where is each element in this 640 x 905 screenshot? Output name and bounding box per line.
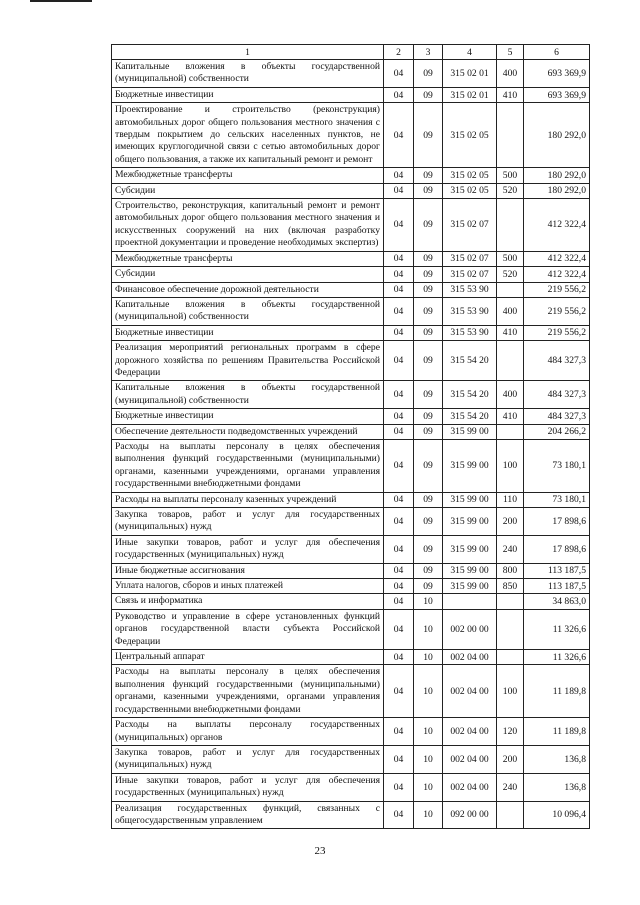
row-expense-type-cell: 520 xyxy=(497,267,524,282)
row-section-cell: 04 xyxy=(384,409,414,424)
row-expense-type-cell: 100 xyxy=(497,439,524,492)
row-amount-cell: 17 898,6 xyxy=(524,508,590,536)
row-name-cell: Финансовое обеспечение дорожной деятельности xyxy=(112,282,384,297)
table-row xyxy=(112,341,590,381)
row-section-cell: 04 xyxy=(384,718,414,746)
col-header-1: 1 xyxy=(112,45,384,60)
row-name-cell: Субсидии xyxy=(112,183,384,198)
row-section-cell: 04 xyxy=(384,439,414,492)
row-name-cell: Руководство и управление в сфере установленных функций органов государственной власти субъекта Российской Федерации xyxy=(112,609,384,649)
table-row xyxy=(112,579,590,594)
row-subsection-cell: 10 xyxy=(414,594,443,609)
table-row xyxy=(112,773,590,801)
table-row xyxy=(112,267,590,282)
row-subsection-cell: 09 xyxy=(414,297,443,325)
row-name-cell: Капитальные вложения в объекты государственной (муниципальной) собственности xyxy=(112,297,384,325)
row-target-article-cell: 315 99 00 xyxy=(443,535,497,563)
page-number: 23 xyxy=(314,845,326,857)
row-section-cell: 04 xyxy=(384,508,414,536)
row-target-article-cell: 315 53 90 xyxy=(443,297,497,325)
row-name-cell: Связь и информатика xyxy=(112,594,384,609)
row-amount-cell: 11 326,6 xyxy=(524,650,590,665)
row-target-article-cell: 002 04 00 xyxy=(443,745,497,773)
row-target-article-cell: 315 02 07 xyxy=(443,267,497,282)
row-expense-type-cell xyxy=(497,609,524,649)
row-amount-cell: 11 189,8 xyxy=(524,718,590,746)
row-section-cell: 04 xyxy=(384,251,414,266)
row-section-cell: 04 xyxy=(384,492,414,507)
row-subsection-cell: 09 xyxy=(414,439,443,492)
row-name-cell: Иные закупки товаров, работ и услуг для обеспечения государственных (муниципальных) нужд xyxy=(112,773,384,801)
col-header-4: 4 xyxy=(443,45,497,60)
col-header-2: 2 xyxy=(384,45,414,60)
row-amount-cell: 73 180,1 xyxy=(524,439,590,492)
row-subsection-cell: 09 xyxy=(414,267,443,282)
row-name-cell: Строительство, реконструкция, капитальный ремонт и ремонт автомобильных дорог общего пользования местного значения и искусственных сооружений на них (включая разработку проектной документации и проведение необходимых экспертиз) xyxy=(112,199,384,252)
table-row xyxy=(112,535,590,563)
row-subsection-cell: 09 xyxy=(414,60,443,88)
row-name-cell: Бюджетные инвестиции xyxy=(112,87,384,102)
row-expense-type-cell: 240 xyxy=(497,535,524,563)
row-name-cell: Капитальные вложения в объекты государственной (муниципальной) собственности xyxy=(112,60,384,88)
row-target-article-cell: 315 99 00 xyxy=(443,424,497,439)
row-subsection-cell: 09 xyxy=(414,492,443,507)
row-subsection-cell: 10 xyxy=(414,773,443,801)
row-section-cell: 04 xyxy=(384,199,414,252)
row-expense-type-cell: 100 xyxy=(497,665,524,718)
row-section-cell: 04 xyxy=(384,650,414,665)
col-header-6: 6 xyxy=(524,45,590,60)
table-row xyxy=(112,251,590,266)
row-subsection-cell: 09 xyxy=(414,103,443,168)
row-name-cell: Субсидии xyxy=(112,267,384,282)
row-name-cell: Иные закупки товаров, работ и услуг для обеспечения государственных (муниципальных) нужд xyxy=(112,535,384,563)
row-section-cell: 04 xyxy=(384,267,414,282)
table-row xyxy=(112,103,590,168)
row-name-cell: Межбюджетные трансферты xyxy=(112,251,384,266)
row-target-article-cell: 315 99 00 xyxy=(443,563,497,578)
row-subsection-cell: 09 xyxy=(414,341,443,381)
row-amount-cell: 204 266,2 xyxy=(524,424,590,439)
row-name-cell: Уплата налогов, сборов и иных платежей xyxy=(112,579,384,594)
table-row xyxy=(112,665,590,718)
row-amount-cell: 180 292,0 xyxy=(524,183,590,198)
row-section-cell: 04 xyxy=(384,424,414,439)
row-amount-cell: 219 556,2 xyxy=(524,282,590,297)
row-expense-type-cell xyxy=(497,650,524,665)
top-rule xyxy=(30,0,92,2)
row-target-article-cell: 002 04 00 xyxy=(443,665,497,718)
row-name-cell: Межбюджетные трансферты xyxy=(112,168,384,183)
row-amount-cell: 412 322,4 xyxy=(524,251,590,266)
row-subsection-cell: 09 xyxy=(414,535,443,563)
row-expense-type-cell xyxy=(497,424,524,439)
row-subsection-cell: 09 xyxy=(414,325,443,340)
row-subsection-cell: 09 xyxy=(414,251,443,266)
table-row xyxy=(112,718,590,746)
row-amount-cell: 180 292,0 xyxy=(524,103,590,168)
row-subsection-cell: 10 xyxy=(414,665,443,718)
row-target-article-cell: 315 54 20 xyxy=(443,409,497,424)
row-target-article-cell: 315 99 00 xyxy=(443,492,497,507)
row-expense-type-cell: 500 xyxy=(497,168,524,183)
row-amount-cell: 412 322,4 xyxy=(524,267,590,282)
table-row xyxy=(112,87,590,102)
row-amount-cell: 136,8 xyxy=(524,773,590,801)
row-expense-type-cell xyxy=(497,594,524,609)
table-row xyxy=(112,745,590,773)
row-section-cell: 04 xyxy=(384,168,414,183)
row-section-cell: 04 xyxy=(384,579,414,594)
table-row xyxy=(112,183,590,198)
row-subsection-cell: 10 xyxy=(414,650,443,665)
row-name-cell: Расходы на выплаты персоналу государственных (муниципальных) органов xyxy=(112,718,384,746)
row-name-cell: Расходы на выплаты персоналу казенных учреждений xyxy=(112,492,384,507)
row-expense-type-cell xyxy=(497,199,524,252)
row-section-cell: 04 xyxy=(384,103,414,168)
table-row xyxy=(112,563,590,578)
row-amount-cell: 113 187,5 xyxy=(524,563,590,578)
row-subsection-cell: 10 xyxy=(414,718,443,746)
row-amount-cell: 693 369,9 xyxy=(524,60,590,88)
row-amount-cell: 484 327,3 xyxy=(524,381,590,409)
table-row xyxy=(112,424,590,439)
row-section-cell: 04 xyxy=(384,183,414,198)
table-row xyxy=(112,297,590,325)
row-section-cell: 04 xyxy=(384,563,414,578)
row-target-article-cell: 002 04 00 xyxy=(443,773,497,801)
row-name-cell: Иные бюджетные ассигнования xyxy=(112,563,384,578)
row-target-article-cell: 315 02 05 xyxy=(443,183,497,198)
row-name-cell: Реализация мероприятий региональных программ в сфере дорожного хозяйства по решениям Правительства Российской Федерации xyxy=(112,341,384,381)
row-section-cell: 04 xyxy=(384,341,414,381)
col-header-3: 3 xyxy=(414,45,443,60)
budget-table xyxy=(111,44,590,829)
row-name-cell: Закупка товаров, работ и услуг для государственных (муниципальных) нужд xyxy=(112,508,384,536)
row-target-article-cell: 315 99 00 xyxy=(443,579,497,594)
table-row xyxy=(112,409,590,424)
row-expense-type-cell: 400 xyxy=(497,297,524,325)
row-amount-cell: 10 096,4 xyxy=(524,801,590,829)
row-target-article-cell: 315 02 07 xyxy=(443,251,497,266)
row-amount-cell: 180 292,0 xyxy=(524,168,590,183)
row-amount-cell: 17 898,6 xyxy=(524,535,590,563)
row-target-article-cell: 002 04 00 xyxy=(443,718,497,746)
row-expense-type-cell: 400 xyxy=(497,60,524,88)
table-row xyxy=(112,199,590,252)
row-amount-cell: 73 180,1 xyxy=(524,492,590,507)
row-subsection-cell: 09 xyxy=(414,168,443,183)
row-subsection-cell: 09 xyxy=(414,563,443,578)
row-subsection-cell: 09 xyxy=(414,424,443,439)
row-expense-type-cell: 240 xyxy=(497,773,524,801)
row-target-article-cell: 315 53 90 xyxy=(443,282,497,297)
table-row xyxy=(112,609,590,649)
row-expense-type-cell: 200 xyxy=(497,508,524,536)
row-expense-type-cell: 400 xyxy=(497,381,524,409)
row-amount-cell: 34 863,0 xyxy=(524,594,590,609)
row-section-cell: 04 xyxy=(384,594,414,609)
row-target-article-cell: 315 53 90 xyxy=(443,325,497,340)
row-amount-cell: 11 326,6 xyxy=(524,609,590,649)
row-subsection-cell: 10 xyxy=(414,745,443,773)
row-section-cell: 04 xyxy=(384,665,414,718)
table-row xyxy=(112,282,590,297)
row-name-cell: Капитальные вложения в объекты государственной (муниципальной) собственности xyxy=(112,381,384,409)
table-row xyxy=(112,381,590,409)
column-number-row xyxy=(112,45,590,60)
table-row xyxy=(112,650,590,665)
col-header-5: 5 xyxy=(497,45,524,60)
row-subsection-cell: 09 xyxy=(414,409,443,424)
row-expense-type-cell xyxy=(497,801,524,829)
row-name-cell: Обеспечение деятельности подведомственных учреждений xyxy=(112,424,384,439)
table-row xyxy=(112,325,590,340)
row-subsection-cell: 10 xyxy=(414,801,443,829)
row-name-cell: Закупка товаров, работ и услуг для государственных (муниципальных) нужд xyxy=(112,745,384,773)
row-amount-cell: 11 189,8 xyxy=(524,665,590,718)
row-name-cell: Бюджетные инвестиции xyxy=(112,409,384,424)
row-target-article-cell: 315 02 05 xyxy=(443,103,497,168)
table-row xyxy=(112,439,590,492)
row-expense-type-cell: 410 xyxy=(497,409,524,424)
row-expense-type-cell: 410 xyxy=(497,325,524,340)
row-target-article-cell: 315 02 01 xyxy=(443,60,497,88)
row-section-cell: 04 xyxy=(384,381,414,409)
row-subsection-cell: 09 xyxy=(414,381,443,409)
row-target-article-cell: 315 02 07 xyxy=(443,199,497,252)
table-row xyxy=(112,168,590,183)
table-row xyxy=(112,801,590,829)
row-expense-type-cell: 800 xyxy=(497,563,524,578)
row-target-article-cell: 315 99 00 xyxy=(443,508,497,536)
row-subsection-cell: 10 xyxy=(414,609,443,649)
row-target-article-cell: 092 00 00 xyxy=(443,801,497,829)
row-subsection-cell: 09 xyxy=(414,282,443,297)
row-expense-type-cell: 520 xyxy=(497,183,524,198)
row-amount-cell: 484 327,3 xyxy=(524,409,590,424)
row-section-cell: 04 xyxy=(384,282,414,297)
row-name-cell: Бюджетные инвестиции xyxy=(112,325,384,340)
table-row xyxy=(112,492,590,507)
row-expense-type-cell xyxy=(497,103,524,168)
row-amount-cell: 484 327,3 xyxy=(524,341,590,381)
row-amount-cell: 219 556,2 xyxy=(524,325,590,340)
row-target-article-cell: 315 02 01 xyxy=(443,87,497,102)
row-target-article-cell: 315 02 05 xyxy=(443,168,497,183)
table-row xyxy=(112,508,590,536)
row-target-article-cell: 315 54 20 xyxy=(443,341,497,381)
row-name-cell: Расходы на выплаты персоналу в целях обеспечения выполнения функций государственными (муниципальными) органами, казенными учреждениями, органами управления государственными внебюджетными фондами xyxy=(112,665,384,718)
table-row xyxy=(112,60,590,88)
row-expense-type-cell: 120 xyxy=(497,718,524,746)
table-row xyxy=(112,594,590,609)
row-expense-type-cell: 850 xyxy=(497,579,524,594)
row-name-cell: Проектирование и строительство (реконструкция) автомобильных дорог общего пользования местного значения с твердым покрытием до сельских населенных пунктов, не имеющих круглогодичной связи с сетью автомобильных дорог общего пользования, а также их капитальный ремонт и ремонт xyxy=(112,103,384,168)
row-expense-type-cell: 200 xyxy=(497,745,524,773)
row-amount-cell: 136,8 xyxy=(524,745,590,773)
row-subsection-cell: 09 xyxy=(414,579,443,594)
row-subsection-cell: 09 xyxy=(414,508,443,536)
row-subsection-cell: 09 xyxy=(414,199,443,252)
row-name-cell: Центральный аппарат xyxy=(112,650,384,665)
row-target-article-cell: 315 54 20 xyxy=(443,381,497,409)
row-target-article-cell: 002 00 00 xyxy=(443,609,497,649)
row-subsection-cell: 09 xyxy=(414,183,443,198)
row-section-cell: 04 xyxy=(384,609,414,649)
row-name-cell: Расходы на выплаты персоналу в целях обеспечения выполнения функций государственными (муниципальными) органами, казенными учреждениями, органами управления государственными внебюджетными фондами xyxy=(112,439,384,492)
row-name-cell: Реализация государственных функций, связанных с общегосударственным управлением xyxy=(112,801,384,829)
row-section-cell: 04 xyxy=(384,745,414,773)
row-expense-type-cell: 500 xyxy=(497,251,524,266)
row-amount-cell: 412 322,4 xyxy=(524,199,590,252)
row-section-cell: 04 xyxy=(384,60,414,88)
row-amount-cell: 113 187,5 xyxy=(524,579,590,594)
row-amount-cell: 693 369,9 xyxy=(524,87,590,102)
row-expense-type-cell: 110 xyxy=(497,492,524,507)
row-target-article-cell: 002 04 00 xyxy=(443,650,497,665)
row-section-cell: 04 xyxy=(384,297,414,325)
row-expense-type-cell xyxy=(497,282,524,297)
row-subsection-cell: 09 xyxy=(414,87,443,102)
row-target-article-cell: 315 99 00 xyxy=(443,439,497,492)
row-section-cell: 04 xyxy=(384,801,414,829)
row-section-cell: 04 xyxy=(384,535,414,563)
row-section-cell: 04 xyxy=(384,773,414,801)
row-expense-type-cell xyxy=(497,341,524,381)
row-expense-type-cell: 410 xyxy=(497,87,524,102)
row-section-cell: 04 xyxy=(384,87,414,102)
row-section-cell: 04 xyxy=(384,325,414,340)
row-target-article-cell xyxy=(443,594,497,609)
row-amount-cell: 219 556,2 xyxy=(524,297,590,325)
